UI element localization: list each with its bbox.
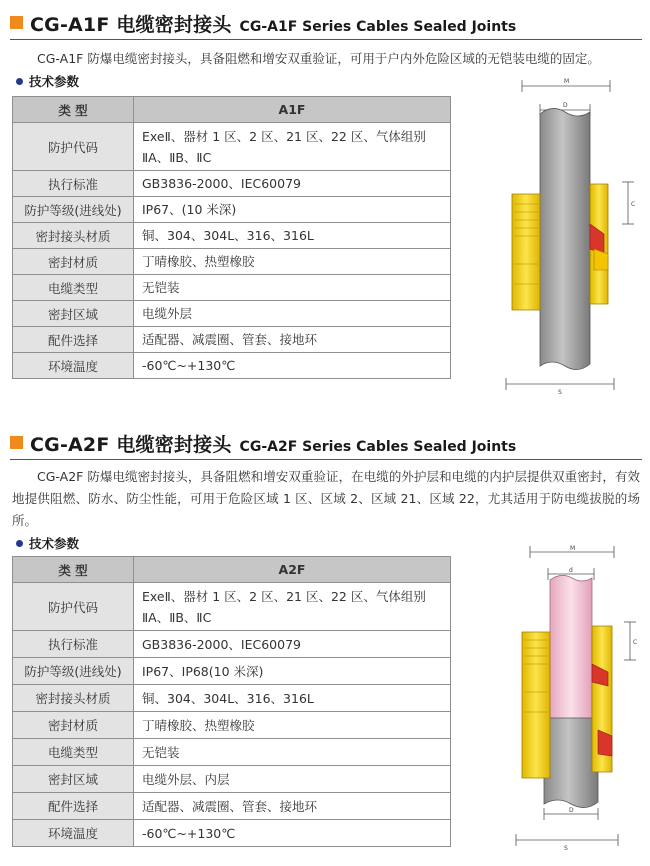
- row-key: 防护等级(进线处): [13, 658, 134, 685]
- dim-s-label: S: [564, 845, 568, 852]
- table-row: [13, 353, 451, 379]
- row-key: 执行标准: [13, 631, 134, 658]
- row-key: 执行标准: [13, 171, 134, 197]
- row-value: 铜、304、304L、316、316L: [134, 223, 451, 249]
- table-row: [13, 249, 451, 275]
- title-divider: [10, 459, 642, 460]
- a2f-gland-drawing: [500, 542, 642, 860]
- row-value: 无铠装: [134, 739, 451, 766]
- row-value: 电缆外层、内层: [134, 766, 451, 793]
- section-a2f: [0, 420, 650, 866]
- row-value: IP67、IP68(10 米深): [134, 658, 451, 685]
- dim-m-label: M: [564, 78, 570, 85]
- row-key: 防护代码: [13, 123, 134, 171]
- spec-subtitle-text: 技术参数: [29, 536, 80, 551]
- header-key: 类 型: [13, 557, 134, 583]
- row-value: -60℃~+130℃: [134, 820, 451, 847]
- row-key: 电缆类型: [13, 739, 134, 766]
- row-key: 密封区域: [13, 301, 134, 327]
- bullet-dot-icon: [16, 78, 23, 85]
- row-key: 密封接头材质: [13, 685, 134, 712]
- row-value: 丁晴橡胶、热塑橡胶: [134, 712, 451, 739]
- dim-s-label: S: [558, 389, 562, 396]
- table-row: [13, 301, 451, 327]
- row-value: ExeⅡ、器材 1 区、2 区、21 区、22 区、气体组别ⅡA、ⅡB、ⅡC: [134, 583, 451, 631]
- header-value: A1F: [134, 97, 451, 123]
- intro-paragraph: CG-A2F 防爆电缆密封接头，具备阻燃和增安双重验证，在电缆的外护层和电缆的内护层提供双重密封，有效地提供阻燃、防水、防尘性能，可用于危险区域 1 区、区域 2、区域 21、区域 22，尤其适用于防电缆拔脱的场所。: [12, 469, 640, 528]
- header-value: A2F: [134, 557, 451, 583]
- table-row: [13, 685, 451, 712]
- orange-square-icon: [10, 16, 23, 29]
- table-row: [13, 631, 451, 658]
- row-value: 丁晴橡胶、热塑橡胶: [134, 249, 451, 275]
- row-key: 电缆类型: [13, 275, 134, 301]
- a1f-gland-drawing: [492, 74, 642, 404]
- table-row: [13, 793, 451, 820]
- dim-d-small-label: d: [569, 567, 573, 574]
- row-key: 密封材质: [13, 712, 134, 739]
- title-en: CG-A1F Series Cables Sealed Joints: [239, 19, 517, 35]
- row-key: 配件选择: [13, 793, 134, 820]
- dim-c-label: C: [631, 201, 636, 208]
- spec-table-a2f: [12, 556, 451, 847]
- orange-square-icon: [10, 436, 23, 449]
- row-value: 无铠装: [134, 275, 451, 301]
- row-value: ExeⅡ、器材 1 区、2 区、21 区、22 区、气体组别ⅡA、ⅡB、ⅡC: [134, 123, 451, 171]
- table-row: [13, 123, 451, 171]
- row-value: 适配器、减震圈、管套、接地环: [134, 327, 451, 353]
- dim-c-label: C: [633, 639, 638, 646]
- table-row: [13, 275, 451, 301]
- dim-d-label: D: [563, 102, 568, 109]
- section-title-row: [10, 10, 642, 38]
- row-value: -60℃~+130℃: [134, 353, 451, 379]
- dim-m-label: M: [570, 545, 576, 552]
- spec-subtitle: [16, 72, 79, 90]
- row-value: 铜、304、304L、316、316L: [134, 685, 451, 712]
- table-row: [13, 712, 451, 739]
- header-key: 类 型: [13, 97, 134, 123]
- row-key: 配件选择: [13, 327, 134, 353]
- title-cn: CG-A2F 电缆密封接头: [30, 434, 232, 456]
- row-key: 密封区域: [13, 766, 134, 793]
- row-key: 密封接头材质: [13, 223, 134, 249]
- table-row: [13, 766, 451, 793]
- table-header-row: [13, 557, 451, 583]
- section-title: [30, 430, 516, 457]
- table-row: [13, 820, 451, 847]
- title-cn: CG-A1F 电缆密封接头: [30, 14, 232, 36]
- table-row: [13, 583, 451, 631]
- title-en: CG-A2F Series Cables Sealed Joints: [239, 439, 517, 455]
- row-value: 适配器、减震圈、管套、接地环: [134, 793, 451, 820]
- row-value: IP67、(10 米深): [134, 197, 451, 223]
- table-row: [13, 327, 451, 353]
- title-divider: [10, 39, 642, 40]
- row-value: GB3836-2000、IEC60079: [134, 631, 451, 658]
- bullet-dot-icon: [16, 540, 23, 547]
- table-header-row: [13, 97, 451, 123]
- spec-table-a1f: [12, 96, 451, 379]
- section-title: [30, 10, 516, 37]
- spec-subtitle: [16, 534, 79, 552]
- dim-d-label: D: [569, 807, 574, 814]
- section-title-row: [10, 430, 642, 458]
- spec-subtitle-text: 技术参数: [29, 74, 80, 89]
- table-row: [13, 658, 451, 685]
- row-key: 环境温度: [13, 353, 134, 379]
- intro-paragraph: CG-A1F 防爆电缆密封接头，具备阻燃和增安双重验证，可用于户内外危险区域的无铠装电缆的固定。: [37, 51, 600, 66]
- row-value: 电缆外层: [134, 301, 451, 327]
- row-key: 密封材质: [13, 249, 134, 275]
- row-key: 防护代码: [13, 583, 134, 631]
- row-value: GB3836-2000、IEC60079: [134, 171, 451, 197]
- table-row: [13, 223, 451, 249]
- table-row: [13, 171, 451, 197]
- table-row: [13, 739, 451, 766]
- row-key: 环境温度: [13, 820, 134, 847]
- table-row: [13, 197, 451, 223]
- row-key: 防护等级(进线处): [13, 197, 134, 223]
- section-a1f: [0, 0, 650, 410]
